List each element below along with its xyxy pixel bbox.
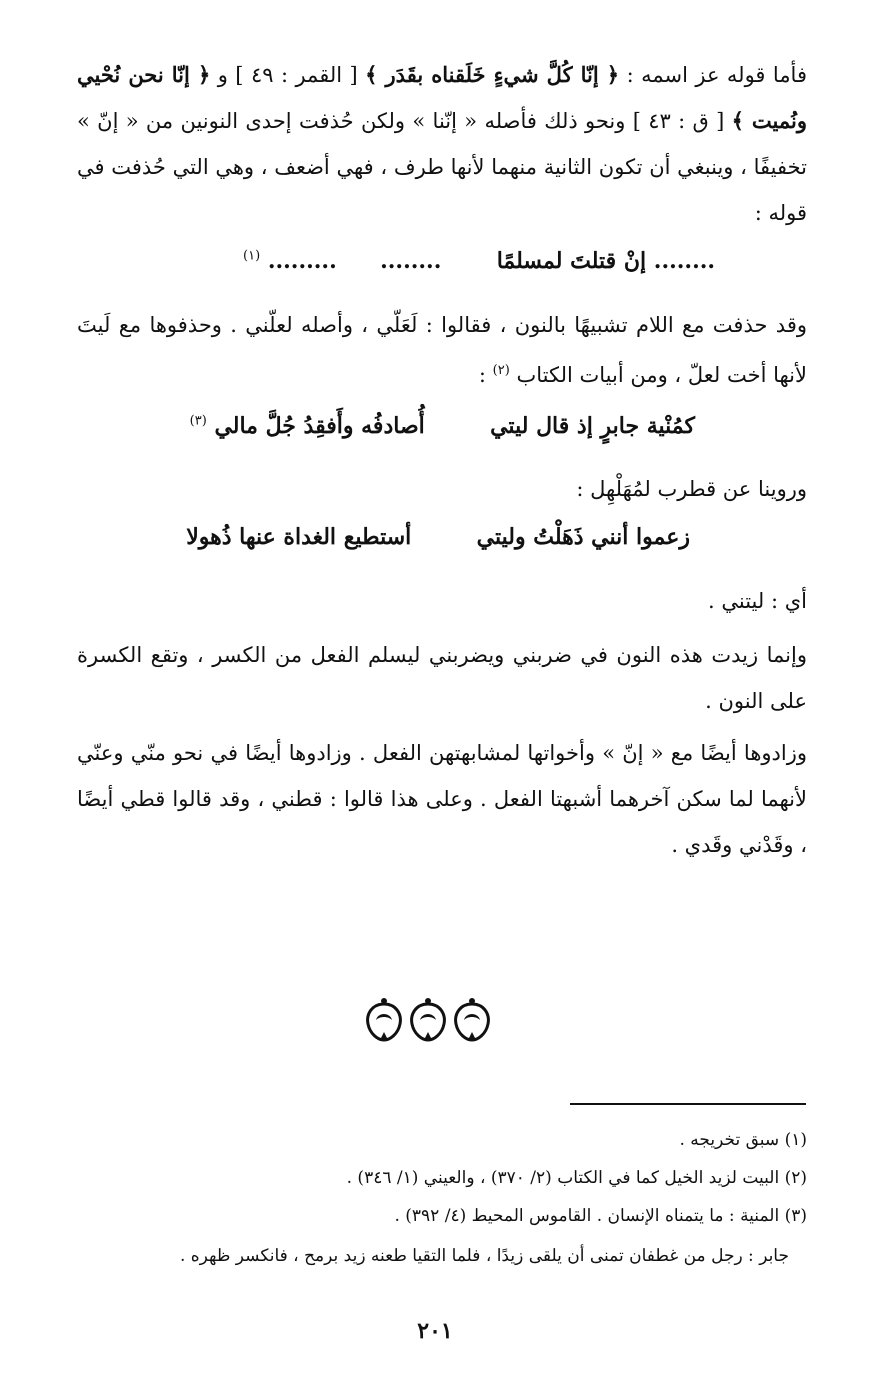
verse-2-first-hemistich: كمُنْية جابرٍ إذ قال ليتي (490, 413, 695, 439)
page-number: ٢٠١ (417, 1318, 453, 1344)
footnote-3: (٣) المنية : ما يتمناه الإنسان . القاموس المحيط (٤/ ٣٩٢) . (394, 1206, 807, 1226)
paragraph-3 (77, 466, 807, 512)
p2-text: وقد حذفت مع اللام تشبيهًا بالنون ، فقالوا : لَعَلّي ، وأصله لعلّني . وحذفوها مع لَيتَ لأنها أخت لعلّ ، ومن أبيات الكتاب (77, 313, 807, 387)
paragraph-4 (77, 578, 807, 624)
footnote-1: (١) سبق تخريجه . (679, 1130, 807, 1150)
paragraph-1 (77, 52, 807, 236)
footnote-separator (570, 1103, 806, 1105)
footnote-ref-1: (١) (243, 248, 261, 264)
verse-3 (186, 524, 690, 550)
verse-3-first-hemistich: زعموا أنني ذَهَلْتُ وليتي (476, 524, 690, 550)
footnote-ref-3: (٣) (189, 413, 207, 429)
footnote-3-continued: جابر : رجل من غطفان تمنى أن يلقى زيدًا ، فلما التقيا طعنه زيد برمح ، فانكسر ظهره . (179, 1246, 789, 1266)
p1-intro: فأما قوله عز اسمه : (619, 63, 807, 87)
verse-1-first-hemistich: إنْ قتلتَ لمسلمًا (496, 248, 647, 274)
quran-quote-1: ﴿ إنّا كُلَّ شيءٍ خَلَقناه بقَدَر ﴾ (365, 62, 620, 87)
paragraph-6 (77, 730, 807, 868)
verse-2-second-hemistich: أُصادفُه وأَفقِدُ جُلَّ مالي (214, 413, 425, 439)
paragraph-2 (77, 302, 807, 398)
p6-text: وزادوها أيضًا مع « إنّ » وأخواتها لمشابهتهن الفعل . وزادوها أيضًا في نحو منّي وعنّي لأنهما لما سكن آخرهما أشبهتا الفعل . وعلى هذا قالوا : قطني ، وقد قالوا قطي أيضًا ، وقَدْني وقَدي . (77, 741, 807, 857)
verse-1-dots-b: ......... (267, 248, 337, 274)
verse-1 (243, 248, 715, 274)
p1-rest: [ ق : ٤٣ ] ونحو ذلك فأصله « إنّنا » ولكن حُذفت إحدى النونين من « إنّ » تخفيفًا ، وينبغي أن تكون الثانية منهما لأنها طرف ، فهي أضعف ، وهي التي حُذفت في قوله : (77, 109, 807, 225)
quran-quote-2: ﴿ إنّا نحن نُحْيي ونُميت ﴾ (77, 62, 807, 133)
footnote-ref-2: (٢) (492, 363, 510, 378)
footnote-2: (٢) البيت لزيد الخيل كما في الكتاب (٢/ ٣٧٠) ، والعيني (١/ ٣٤٦) . (346, 1168, 807, 1188)
paragraph-5 (77, 632, 807, 724)
verse-1-dots-a: ........ (380, 248, 442, 274)
verse-1-lead-dots: ........ (653, 248, 716, 274)
p2-tail: : (478, 363, 493, 387)
verse-2 (189, 413, 695, 439)
p4-text: أي : ليتني . (708, 589, 807, 613)
p1-ref-1: [ القمر : ٤٩ ] و (210, 63, 366, 87)
triple-flower-ornament-icon (362, 996, 494, 1044)
p5-text: وإنما زيدت هذه النون في ضربني ويضربني ليسلم الفعل من الكسر ، وتقع الكسرة على النون . (77, 643, 807, 713)
p3-text: وروينا عن قطرب لمُهَلْهِل : (576, 477, 807, 501)
verse-3-second-hemistich: أستطيع الغداة عنها ذُهولا (186, 524, 412, 550)
